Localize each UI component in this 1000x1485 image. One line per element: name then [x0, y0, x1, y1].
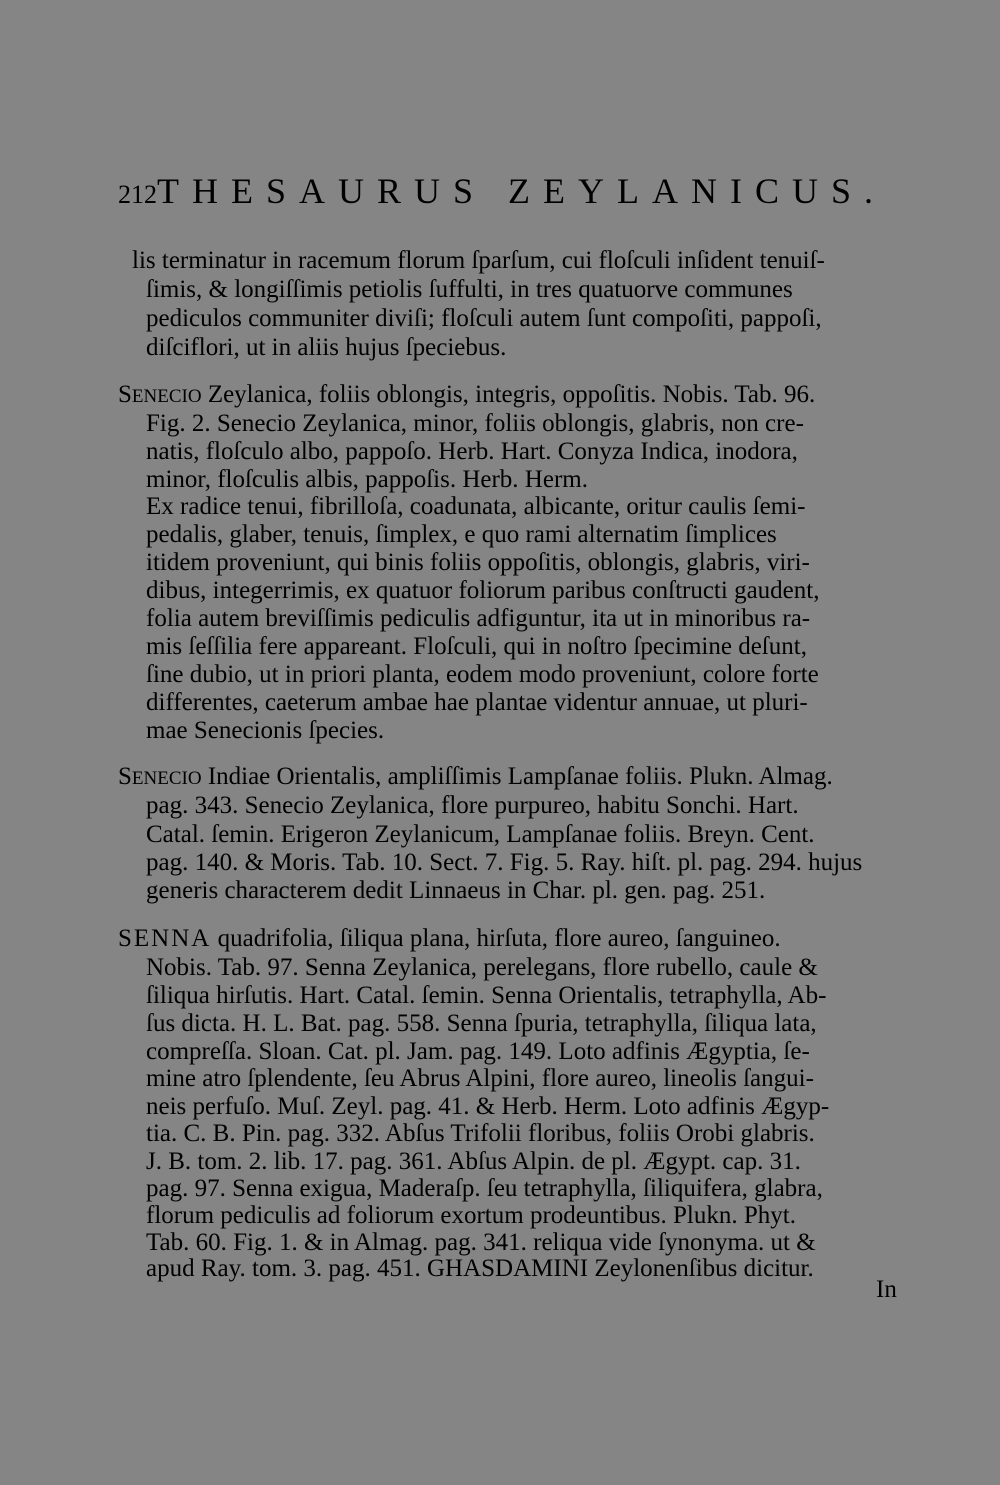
text-line: ſine dubio, ut in priori planta, eodem modo proveniunt, colore forte	[146, 661, 819, 688]
text-line: Catal. ſemin. Erigeron Zeylanicum, Lampſanae foliis. Breyn. Cent.	[146, 821, 815, 848]
text-line: pag. 140. & Moris. Tab. 10. Sect. 7. Fig. 5. Ray. hiſt. pl. pag. 294. hujus	[146, 849, 863, 876]
text-line: folia autem breviſſimis pediculis adfiguntur, ita ut in minoribus ra-	[146, 605, 811, 632]
text-line: diſciflori, ut in aliis hujus ſpeciebus.	[146, 334, 507, 361]
page-header	[118, 170, 887, 214]
entry-lead-initial: S	[118, 763, 132, 790]
text-line: itidem proveniunt, qui binis foliis oppoſitis, oblongis, glabris, viri-	[146, 549, 810, 576]
text-line: ſus dicta. H. L. Bat. pag. 558. Senna ſpuria, tetraphylla, ſiliqua lata,	[146, 1010, 817, 1037]
text-line: ſimis, & longiſſimis petiolis ſuffulti, in tres quatuorve communes	[146, 276, 793, 303]
text-line: pedalis, glaber, tenuis, ſimplex, e quo rami alternatim ſimplices	[146, 521, 777, 548]
entry-first-line	[118, 762, 833, 793]
text-line: pag. 343. Senecio Zeylanica, flore purpureo, habitu Sonchi. Hart.	[146, 792, 799, 819]
text-line: J. B. tom. 2. lib. 17. pag. 361. Abſus Alpin. de pl. Ægypt. cap. 31.	[146, 1148, 801, 1175]
text-line: Ex radice tenui, fibrilloſa, coadunata, albicante, oritur caulis ſemi-	[146, 493, 806, 520]
text-line: lis terminatur in racemum florum ſparſum, cui floſculi inſident tenuiſ-	[132, 247, 825, 274]
text-line: dibus, integerrimis, ex quatuor foliorum paribus conſtructi gaudent,	[146, 577, 820, 604]
text-line: apud Ray. tom. 3. pag. 451. GHASDAMINI Zeylonenſibus dicitur.	[146, 1255, 814, 1282]
text-line: mine atro ſplendente, ſeu Abrus Alpini, flore aureo, lineolis ſangui-	[146, 1065, 814, 1092]
text-line: differentes, caeterum ambae hae plantae videntur annuae, ut pluri-	[146, 689, 808, 716]
running-title: THESAURUS ZEYLANICUS.	[157, 171, 887, 211]
entry-first-line	[118, 380, 815, 411]
entry-first-line	[118, 924, 781, 953]
text-line: natis, floſculo albo, pappoſo. Herb. Hart. Conyza Indica, inodora,	[146, 438, 798, 465]
entry-lead-initial: SENNA	[118, 925, 212, 952]
entry-first-line-text: Zeylanica, foliis oblongis, integris, oppoſitis. Nobis. Tab. 96.	[207, 381, 816, 408]
text-line: pag. 97. Senna exigua, Maderaſp. ſeu tetraphylla, ſiliquifera, glabra,	[146, 1175, 823, 1202]
text-line: compreſſa. Sloan. Cat. pl. Jam. pag. 149. Loto adfinis Ægyptia, ſe-	[146, 1038, 810, 1065]
page-number: 212	[118, 180, 157, 209]
text-line: generis characterem dedit Linnaeus in Char. pl. gen. pag. 251.	[146, 877, 766, 904]
text-line: pediculos communiter diviſi; floſculi autem ſunt compoſiti, pappoſi,	[146, 305, 822, 332]
text-line: minor, floſculis albis, pappoſis. Herb. Herm.	[146, 466, 588, 493]
text-line: neis perfuſo. Muſ. Zeyl. pag. 41. & Herb. Herm. Loto adfinis Ægyp-	[146, 1093, 830, 1120]
entry-lead-smallcaps: ENECIO	[131, 386, 202, 407]
entry-lead-smallcaps: ENECIO	[131, 768, 202, 789]
text-line: Nobis. Tab. 97. Senna Zeylanica, perelegans, flore rubello, caule &	[146, 954, 818, 981]
entry-lead-initial: S	[118, 381, 132, 408]
text-line: mae Senecionis ſpecies.	[146, 717, 385, 744]
text-line: Fig. 2. Senecio Zeylanica, minor, foliis oblongis, glabris, non cre-	[146, 410, 804, 437]
text-line: mis ſeſſilia fere appareant. Floſculi, qui in noſtro ſpecimine deſunt,	[146, 633, 807, 660]
text-line: ſiliqua hirſutis. Hart. Catal. ſemin. Senna Orientalis, tetraphylla, Ab-	[146, 982, 827, 1009]
text-line: tia. C. B. Pin. pag. 332. Abſus Trifolii floribus, foliis Orobi glabris.	[146, 1120, 815, 1147]
entry-first-line-text: quadrifolia, ſiliqua plana, hirſuta, flore aureo, ſanguineo.	[217, 925, 781, 952]
catchword: In	[876, 1276, 897, 1303]
text-line: Tab. 60. Fig. 1. & in Almag. pag. 341. reliqua vide ſynonyma. ut &	[146, 1229, 816, 1256]
entry-first-line-text: Indiae Orientalis, ampliſſimis Lampſanae foliis. Plukn. Almag.	[207, 763, 833, 790]
text-line: florum pediculis ad foliorum exortum prodeuntibus. Plukn. Phyt.	[146, 1202, 796, 1229]
